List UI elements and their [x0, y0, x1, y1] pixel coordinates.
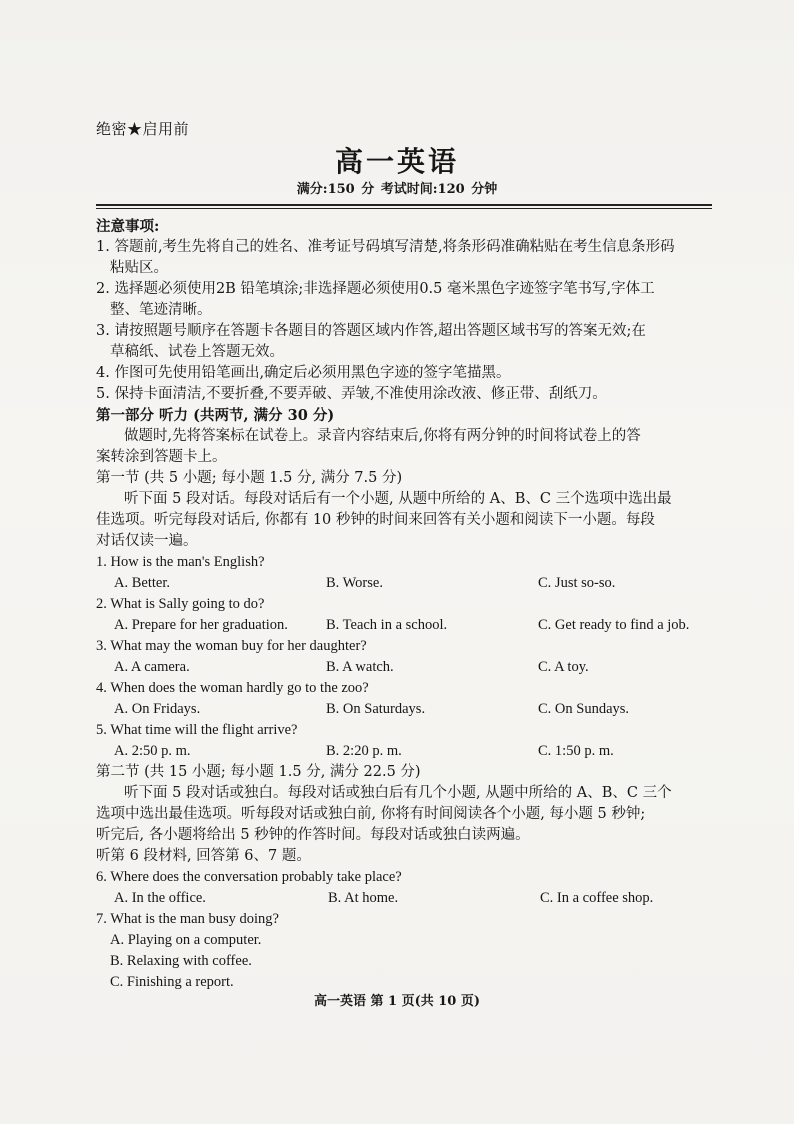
option-b: B. A watch. — [326, 659, 394, 675]
section2-intro: 听下面 5 段对话或独白。每段对话或独白后有几个小题, 从题中所给的 A、B、C 三个 — [124, 785, 672, 801]
part1-intro: 做题时,先将答案标在试卷上。录音内容结束后,你将有两分钟的时间将试卷上的答 — [124, 428, 641, 444]
option-c: C. On Sundays. — [538, 701, 630, 717]
option-c: C. Finishing a report. — [110, 974, 234, 990]
part1-intro: 案转涂到答题卡上。 — [96, 449, 227, 465]
notice-item: 1. 答题前,考生先将自己的姓名、准考证号码填写清楚,将条形码准确粘贴在考生信息条形码 — [96, 239, 675, 255]
secret-label: 绝密★启用前 — [96, 120, 190, 138]
section2-intro: 选项中选出最佳选项。听每段对话或独白前, 你将有时间阅读各个小题, 每小题 5 秒钟; — [96, 806, 646, 822]
option-b: B. Teach in a school. — [326, 617, 448, 633]
option-a: A. 2:50 p. m. — [114, 743, 191, 759]
section1-intro: 对话仅读一遍。 — [96, 533, 198, 549]
option-a: A. On Fridays. — [114, 701, 201, 717]
option-b: B. Worse. — [326, 575, 383, 591]
options-1 — [96, 573, 718, 594]
page-footer: 高一英语 第 1 页(共 10 页) — [313, 994, 481, 1009]
option-c: C. In a coffee shop. — [540, 890, 654, 906]
option-a: A. Prepare for her graduation. — [114, 617, 288, 633]
option-c: C. 1:50 p. m. — [538, 743, 614, 759]
question-5: 5. What time will the flight arrive? — [96, 722, 298, 738]
section1-intro: 听下面 5 段对话。每段对话后有一个小题, 从题中所给的 A、B、C 三个选项中选出最 — [124, 491, 672, 507]
section2-intro: 听完后, 各小题将给出 5 秒钟的作答时间。每段对话或独白读两遍。 — [96, 827, 530, 843]
section1-intro: 佳选项。听完每段对话后, 你都有 10 秒钟的时间来回答有关小题和阅读下一小题。每段 — [96, 512, 655, 528]
notice-item: 4. 作图可先使用铅笔画出,确定后必须用黑色字迹的签字笔描黑。 — [96, 365, 511, 381]
notice-heading: 注意事项: — [96, 218, 160, 235]
notice-item: 5. 保持卡面清洁,不要折叠,不要弄破、弄皱,不准使用涂改液、修正带、刮纸刀。 — [96, 386, 607, 402]
options-6 — [96, 888, 718, 909]
question-3: 3. What may the woman buy for her daughter? — [96, 638, 367, 654]
option-a: A. In the office. — [114, 890, 206, 906]
option-b: B. 2:20 p. m. — [326, 743, 402, 759]
notice-item: 整、笔迹清晰。 — [110, 302, 212, 318]
exam-subtitle: 满分:150 分 考试时间:120 分钟 — [296, 182, 498, 197]
option-b: B. On Saturdays. — [326, 701, 426, 717]
option-a: A. Playing on a computer. — [110, 932, 262, 948]
question-6: 6. Where does the conversation probably take place? — [96, 869, 402, 885]
option-b: B. At home. — [328, 890, 399, 906]
section2-heading: 第二节 (共 15 小题; 每小题 1.5 分, 满分 22.5 分) — [96, 764, 421, 780]
part1-heading: 第一部分 听力 (共两节, 满分 30 分) — [96, 407, 335, 424]
header-rule-thick — [96, 204, 712, 206]
options-5 — [96, 741, 718, 762]
question-7: 7. What is the man busy doing? — [96, 911, 279, 927]
option-b: B. Relaxing with coffee. — [110, 953, 252, 969]
question-4: 4. When does the woman hardly go to the zoo? — [96, 680, 369, 696]
notice-item: 2. 选择题必须使用2B 铅笔填涂;非选择题必须使用0.5 毫米黑色字迹签字笔书写,字体工 — [96, 281, 655, 297]
options-4 — [96, 699, 718, 720]
material-6-label: 听第 6 段材料, 回答第 6、7 题。 — [96, 848, 311, 864]
options-2 — [96, 615, 718, 636]
option-c: C. Get ready to find a job. — [538, 617, 690, 633]
exam-content — [96, 216, 718, 993]
header-rule-thin — [96, 208, 712, 209]
option-c: C. Just so-so. — [538, 575, 616, 591]
option-c: C. A toy. — [538, 659, 589, 675]
question-1: 1. How is the man's English? — [96, 554, 265, 570]
page-title: 高一英语 — [334, 145, 459, 178]
notice-item: 草稿纸、试卷上答题无效。 — [110, 344, 284, 360]
option-a: A. Better. — [114, 575, 170, 591]
question-2: 2. What is Sally going to do? — [96, 596, 265, 612]
notice-item: 3. 请按照题号顺序在答题卡各题目的答题区域内作答,超出答题区域书写的答案无效;在 — [96, 323, 646, 339]
option-a: A. A camera. — [114, 659, 190, 675]
options-3 — [96, 657, 718, 678]
section1-heading: 第一节 (共 5 小题; 每小题 1.5 分, 满分 7.5 分) — [96, 470, 403, 486]
notice-item: 粘贴区。 — [110, 260, 168, 276]
